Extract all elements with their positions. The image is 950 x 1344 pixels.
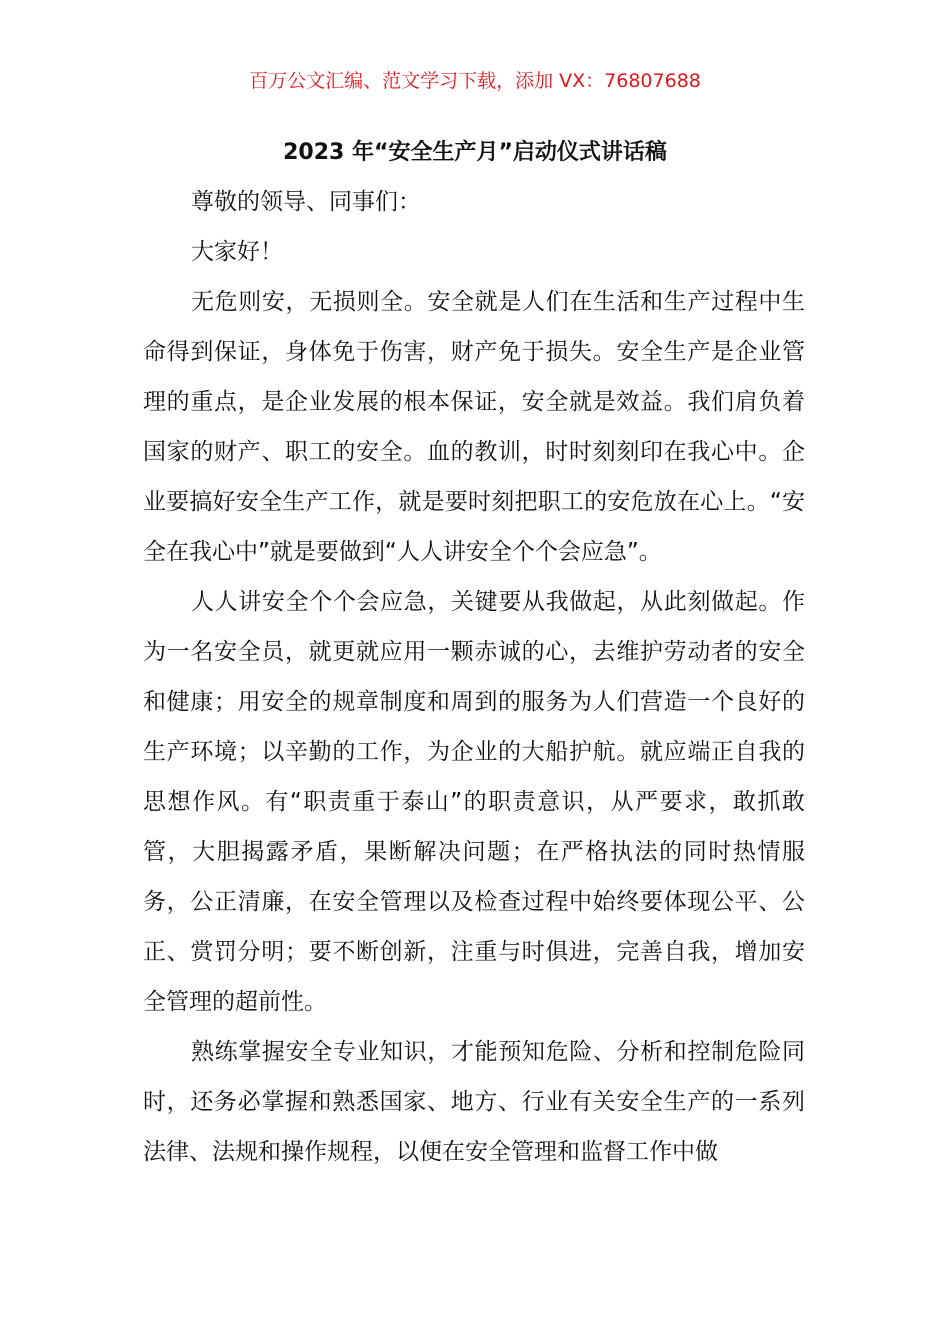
- header-watermark-note: 百万公文汇编、范文学习下载，添加 VX：76807688: [249, 70, 701, 92]
- paragraph-2: 人人讲安全个个会应急，关键要从我做起，从此刻做起。作为一名安全员，就更就应用一颗赤诚的心，去维护劳动者的安全和健康；用安全的规章制度和周到的服务为人们营造一个良好的生产环境；以辛勤的工作，为企业的大船护航。就应端正自我的思想作风。有“职责重于泰山”的职责意识，从严要求，敢抓敢管，大胆揭露矛盾，果断解决问题；在严格执法的同时热情服务，公正清廉，在安全管理以及检查过程中始终要体现公平、公正、赏罚分明；要不断创新，注重与时俱进，完善自我，增加安全管理的超前性。: [143, 589, 805, 1015]
- greeting: 大家好！: [191, 239, 283, 265]
- document-title: 2023 年“安全生产月”启动仪式讲话稿: [283, 140, 667, 165]
- paragraph-3: 熟练掌握安全专业知识，才能预知危险、分析和控制危险同时，还务必掌握和熟悉国家、地方、行业有关安全生产的一系列法律、法规和操作规程，以便在安全管理和监督工作中做: [143, 1039, 805, 1165]
- document-body: [143, 177, 805, 1177]
- paragraph-1: 无危则安，无损则全。安全就是人们在生活和生产过程中生命得到保证，身体免于伤害，财产免于损失。安全生产是企业管理的重点，是企业发展的根本保证，安全就是效益。我们肩负着国家的财产、职工的安全。血的教训，时时刻刻印在我心中。企业要搞好安全生产工作，就是要时刻把职工的安危放在心上。“安全在我心中”就是要做到“人人讲安全个个会应急”。: [143, 289, 805, 565]
- salutation: 尊敬的领导、同事们：: [191, 189, 421, 215]
